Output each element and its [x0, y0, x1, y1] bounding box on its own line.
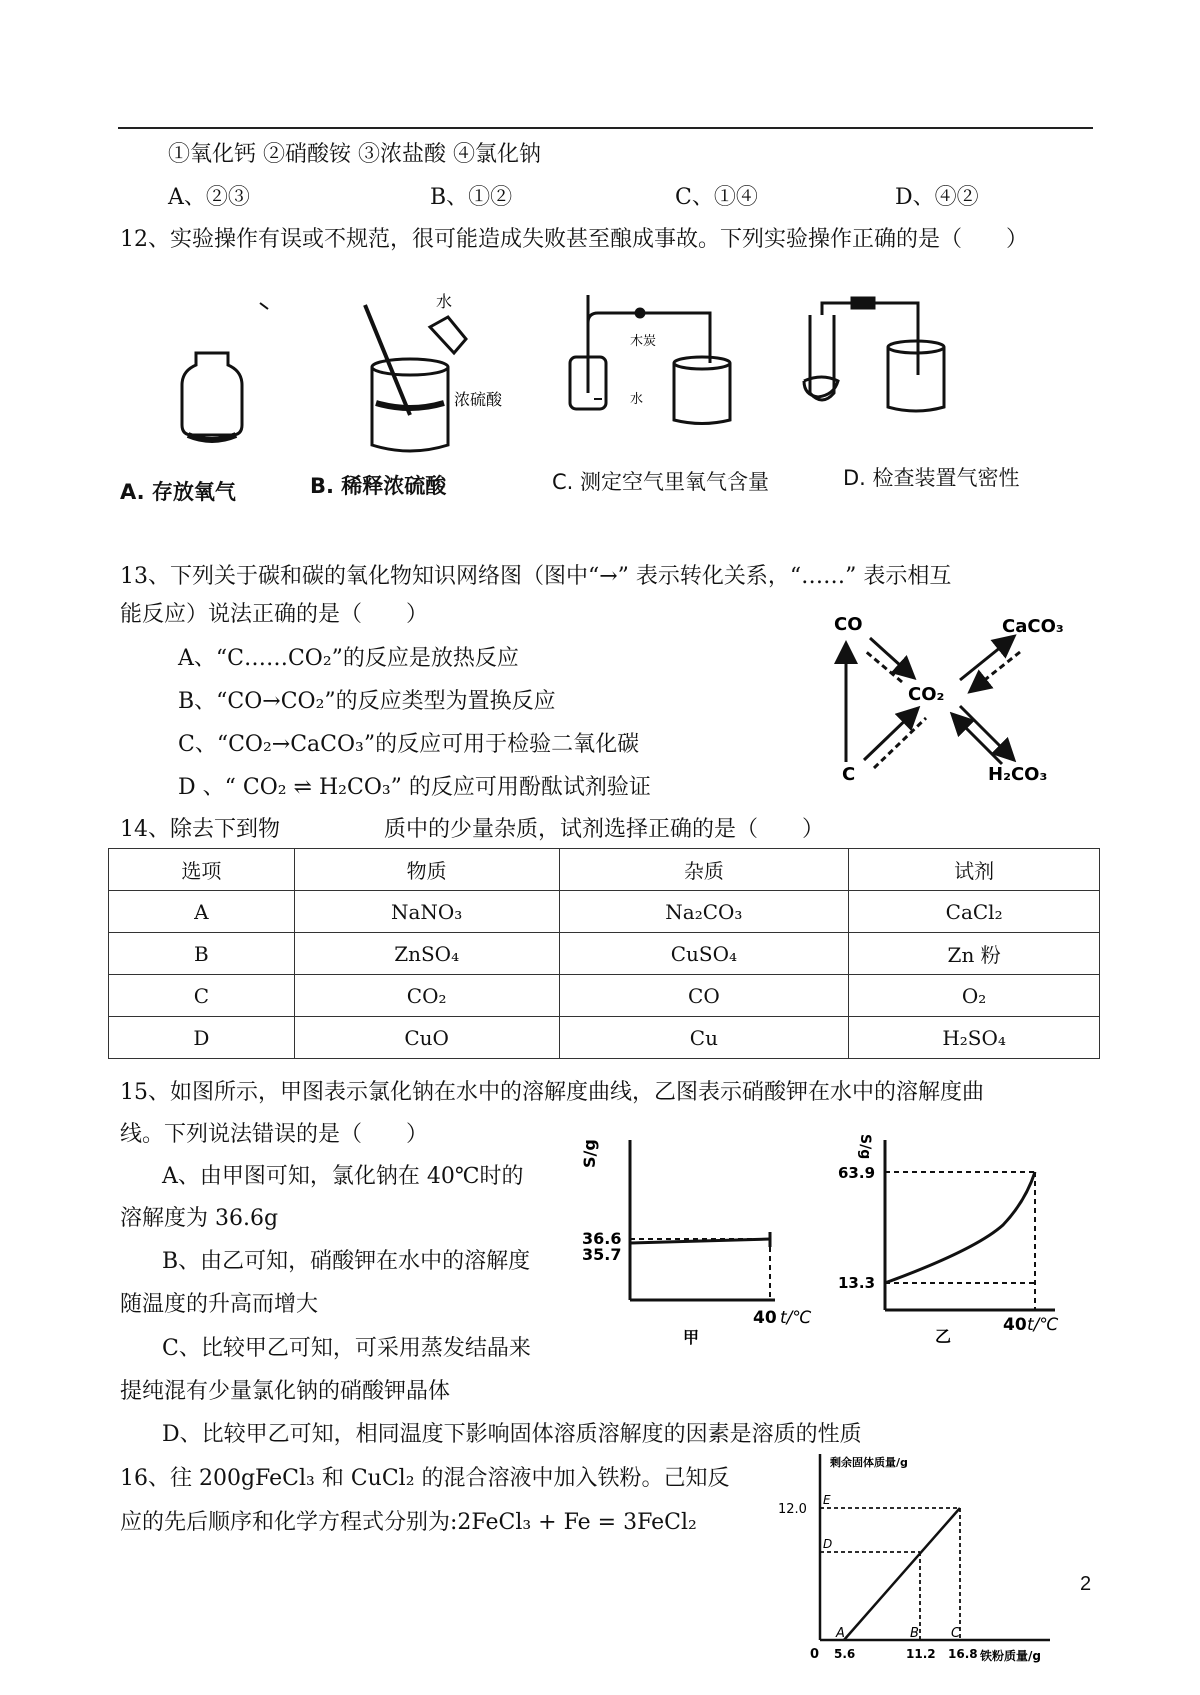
point-a-label: A [836, 1626, 845, 1641]
q16-line1: 16、往 200gFeCl₃ 和 CuCl₂ 的混合溶液中加入铁粉。己知反 [120, 1466, 730, 1491]
conc-h2so4-label: 浓硫酸 [454, 390, 503, 409]
yi-ylabel: S/g [857, 1134, 873, 1160]
q16-origin: 0 [810, 1647, 820, 1662]
cell-option: A [109, 891, 295, 933]
q15-option-b-line2: 随温度的升高而增大 [120, 1292, 319, 1317]
water-label-1: 水 [436, 292, 453, 311]
cell-substance: CuO [294, 1017, 559, 1059]
q15-option-c-line1: C、比较甲乙可知，可采用蒸发结晶来 [162, 1336, 531, 1361]
point-c-label: C [951, 1626, 961, 1641]
charcoal-label: 木炭 [630, 334, 657, 349]
table-row [109, 975, 1100, 1017]
table-row [109, 933, 1100, 975]
q11-items: ①氧化钙 ②硝酸铵 ③浓盐酸 ④氯化钠 [168, 142, 541, 167]
point-e-label: E [823, 1493, 831, 1507]
jia-xlabel: t/℃ [780, 1308, 812, 1328]
node-h2co3: H₂CO₃ [988, 764, 1048, 785]
jia-caption: 甲 [683, 1328, 700, 1345]
node-c: C [842, 764, 856, 785]
iron-powder-graph [770, 1448, 1070, 1688]
q16-ytick-12: 12.0 [778, 1502, 807, 1517]
yi-ytick-639: 63.9 [838, 1164, 876, 1182]
jia-ytick-366: 36.6 [582, 1229, 622, 1248]
header-rule [118, 127, 1093, 129]
cell-reagent: Zn 粉 [849, 933, 1100, 975]
cell-option: D [109, 1017, 295, 1059]
arrow-co2-to-caco3 [960, 638, 1012, 680]
q15-option-d: D、比较甲乙可知，相同温度下影响固体溶质溶解度的因素是溶质的性质 [162, 1422, 862, 1447]
q15-option-b-line1: B、由乙可知，硝酸钾在水中的溶解度 [162, 1249, 531, 1274]
cell-option: C [109, 975, 295, 1017]
q13-option-a: A、“C……CO₂”的反应是放热反应 [178, 646, 519, 671]
cell-impurity: Na₂CO₃ [559, 891, 849, 933]
page-number: 2 [1080, 1573, 1092, 1595]
q11-option-b: B、①② [430, 185, 513, 210]
yi-caption: 乙 [935, 1327, 952, 1345]
q13-option-d: D 、“ CO₂ ⇌ H₂CO₃” 的反应可用酚酞试剂验证 [178, 775, 651, 800]
table-header-row [109, 849, 1100, 891]
cell-impurity: CO [559, 975, 849, 1017]
yi-xlabel: t/℃ [1027, 1315, 1059, 1335]
q15-option-c-line2: 提纯混有少量氯化钠的硝酸钾晶体 [120, 1379, 451, 1404]
table-row [109, 891, 1100, 933]
q13-stem-line2: 能反应）说法正确的是（ ） [120, 602, 429, 627]
q12-label-d: D. 检查装置气密性 [843, 466, 1020, 490]
nacl-solubility-graph [575, 1130, 825, 1345]
jia-xtick-40: 40 [753, 1308, 777, 1328]
arrow-co-to-co2 [870, 638, 912, 676]
header-option: 选项 [109, 849, 295, 891]
header-impurity: 杂质 [559, 849, 849, 891]
q14-stem-b: 质中的少量杂质，试剂选择正确的是（ ） [384, 817, 825, 842]
air-oxygen-apparatus-figure [570, 295, 730, 424]
q15-option-a-line2: 溶解度为 36.6g [120, 1206, 279, 1231]
header-reagent: 试剂 [849, 849, 1100, 891]
yi-ytick-133: 13.3 [838, 1274, 876, 1292]
q16-ylabel: 剩余固体质量/g [830, 1456, 908, 1469]
cell-substance: ZnSO₄ [294, 933, 559, 975]
q16-xtick-112: 11.2 [906, 1647, 936, 1661]
cell-reagent: CaCl₂ [849, 891, 1100, 933]
q16-xtick-168: 16.8 [948, 1647, 978, 1661]
table-row [109, 1017, 1100, 1059]
q15-stem-line1: 15、如图所示，甲图表示氯化钠在水中的溶解度曲线，乙图表示硝酸钾在水中的溶解度曲 [120, 1080, 984, 1105]
dots-co2-co [864, 650, 902, 682]
kno3-solubility-graph [835, 1130, 1095, 1345]
cell-impurity: Cu [559, 1017, 849, 1059]
q16-xlabel: 铁粉质量/g [980, 1649, 1041, 1663]
cell-reagent: O₂ [849, 975, 1100, 1017]
node-co2: CO₂ [908, 684, 945, 705]
q12-label-c: C. 测定空气里氧气含量 [552, 470, 770, 494]
q11-option-c: C、①④ [675, 185, 758, 210]
jia-ylabel: S/g [580, 1139, 599, 1168]
carbon-network-diagram [830, 610, 1090, 790]
cell-impurity: CuSO₄ [559, 933, 849, 975]
oxygen-bottle-figure [182, 303, 268, 440]
cell-substance: CO₂ [294, 975, 559, 1017]
q13-stem-line1: 13、下列关于碳和碳的氧化物知识网络图（图中“→” 表示转化关系，“……” 表示相互 [120, 564, 952, 589]
q16-xtick-56: 5.6 [834, 1647, 856, 1661]
q14-stem-a: 14、除去下到物 [120, 817, 280, 842]
jia-ytick-357: 35.7 [582, 1245, 622, 1264]
water-label-2: 水 [630, 392, 644, 407]
q14-table [108, 848, 1100, 1059]
arrow-co2-to-h2co3 [960, 706, 1012, 758]
q13-option-b: B、“CO→CO₂”的反应类型为置换反应 [178, 689, 556, 714]
q15-stem-line2: 线。下列说法错误的是（ ） [120, 1122, 429, 1147]
q12-label-b: B. 稀释浓硫酸 [310, 474, 447, 498]
q12-stem: 12、实验操作有误或不规范，很可能造成失败甚至酿成事故。下列实验操作正确的是（ ） [120, 227, 1028, 252]
dilution-beaker-figure [365, 305, 466, 451]
node-caco3: CaCO₃ [1002, 616, 1064, 637]
node-co: CO [834, 614, 863, 635]
q11-option-d: D、④② [895, 185, 979, 210]
cell-option: B [109, 933, 295, 975]
q11-option-a: A、②③ [168, 185, 250, 210]
arrow-caco3-to-co2 [972, 652, 1020, 690]
cell-substance: NaNO₃ [294, 891, 559, 933]
point-d-label: D [823, 1537, 833, 1551]
gas-tightness-figure [804, 298, 944, 411]
q12-label-a: A. 存放氧气 [120, 480, 236, 504]
q15-option-a-line1: A、由甲图可知，氯化钠在 40℃时的 [162, 1164, 524, 1189]
yi-xtick-40: 40 [1003, 1315, 1027, 1335]
q13-option-c: C、“CO₂→CaCO₃”的反应可用于检验二氧化碳 [178, 732, 640, 757]
q16-line2: 应的先后顺序和化学方程式分别为:2FeCl₃ + Fe = 3FeCl₂ [120, 1510, 697, 1535]
point-b-label: B [910, 1626, 919, 1641]
header-substance: 物质 [294, 849, 559, 891]
cell-reagent: H₂SO₄ [849, 1017, 1100, 1059]
